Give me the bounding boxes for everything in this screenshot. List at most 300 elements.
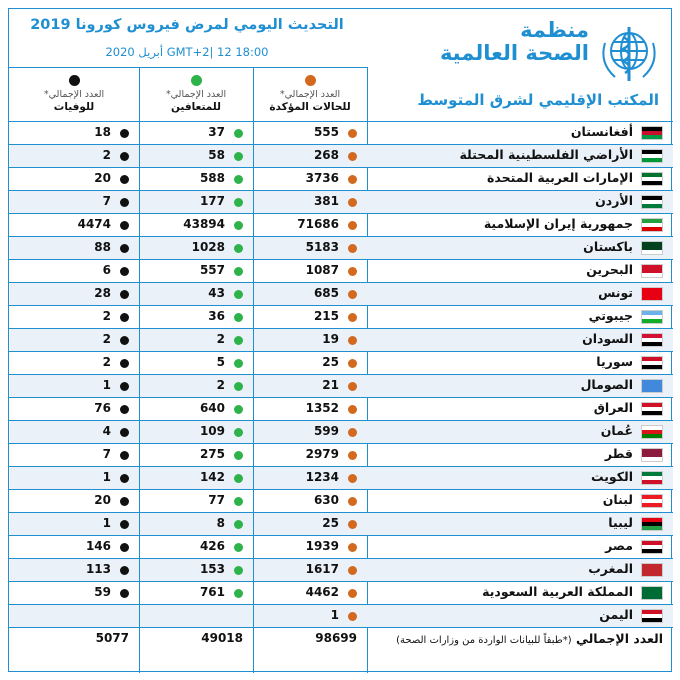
cases-value: 381	[313, 194, 339, 208]
country-name: المغرب	[588, 561, 633, 576]
country-name: الإمارات العربية المتحدة	[486, 170, 633, 185]
deaths-value: 2	[102, 355, 111, 369]
deaths-cell	[10, 191, 139, 213]
black-dot-icon	[120, 566, 129, 575]
recovered-value: 5	[216, 355, 225, 369]
total-recovered-cell	[140, 628, 253, 650]
table-row	[9, 168, 673, 191]
total-label-text: العدد الإجمالي	[571, 631, 663, 646]
orange-dot-icon	[348, 313, 357, 322]
recovered-cell	[140, 398, 253, 420]
country-cell	[367, 122, 673, 144]
recovered-cell	[140, 421, 253, 443]
green-dot-icon	[234, 589, 243, 598]
country-cell	[367, 375, 673, 397]
country-name: سوريا	[596, 354, 633, 369]
deaths-cell	[10, 237, 139, 259]
recovered-value: 761	[199, 585, 225, 599]
flag-icon	[641, 287, 663, 301]
green-dot-icon	[234, 198, 243, 207]
cases-cell	[254, 329, 367, 351]
deaths-cell	[10, 214, 139, 236]
flag-icon	[641, 264, 663, 278]
recovered-cell	[140, 329, 253, 351]
black-dot-icon	[120, 267, 129, 276]
cases-value: 25	[322, 516, 339, 530]
country-cell	[367, 559, 673, 581]
country-cell	[367, 306, 673, 328]
country-name: باكستان	[583, 239, 633, 254]
column-header-cases-line1: العدد الإجمالي*	[279, 89, 341, 100]
infographic-frame	[8, 8, 672, 672]
data-table	[9, 121, 673, 673]
deaths-cell	[10, 122, 139, 144]
orange-dot-icon	[348, 497, 357, 506]
black-dot-icon	[120, 497, 129, 506]
recovered-value: 1028	[191, 240, 225, 254]
deaths-cell	[10, 421, 139, 443]
black-dot-icon	[120, 198, 129, 207]
orange-dot-icon	[348, 382, 357, 391]
flag-icon	[641, 379, 663, 393]
cases-cell	[254, 260, 367, 282]
orange-dot-icon	[348, 152, 357, 161]
table-row	[9, 214, 673, 237]
country-cell	[367, 490, 673, 512]
cases-cell	[254, 444, 367, 466]
column-header-cases	[253, 75, 367, 121]
flag-icon	[641, 471, 663, 485]
deaths-cell	[10, 582, 139, 604]
deaths-cell	[10, 352, 139, 374]
country-name: الكويت	[590, 469, 633, 484]
recovered-cell	[140, 352, 253, 374]
country-name: السودان	[582, 331, 633, 346]
green-dot-icon	[234, 497, 243, 506]
recovered-value: 588	[199, 171, 225, 185]
table-row	[9, 605, 673, 628]
recovered-value: 2	[216, 332, 225, 346]
flag-icon	[641, 402, 663, 416]
org-region: المكتب الإقليمي لشرق المتوسط	[417, 91, 659, 109]
orange-dot-icon	[348, 129, 357, 138]
country-name: تونس	[598, 285, 633, 300]
total-note: (*طبقاً للبيانات الواردة من وزارات الصحة)	[396, 635, 572, 646]
country-cell	[367, 260, 673, 282]
recovered-cell	[140, 191, 253, 213]
recovered-value: 557	[199, 263, 225, 277]
table-row	[9, 306, 673, 329]
recovered-value: 2	[216, 378, 225, 392]
green-dot-icon	[234, 451, 243, 460]
country-cell	[367, 398, 673, 420]
country-name: الصومال	[580, 377, 633, 392]
column-header-deaths-line1: العدد الإجمالي*	[43, 89, 105, 100]
table-row	[9, 490, 673, 513]
deaths-value: 146	[85, 539, 111, 553]
org-name	[429, 19, 589, 65]
cases-value: 4462	[305, 585, 339, 599]
cases-cell	[254, 467, 367, 489]
cases-cell	[254, 145, 367, 167]
black-dot-icon	[120, 359, 129, 368]
flag-icon	[641, 517, 663, 531]
recovered-cell	[140, 513, 253, 535]
black-dot-icon	[120, 428, 129, 437]
deaths-value: 2	[102, 332, 111, 346]
deaths-value: 28	[94, 286, 111, 300]
cases-value: 1	[330, 608, 339, 622]
country-cell	[367, 582, 673, 604]
country-cell	[367, 421, 673, 443]
cases-cell	[254, 122, 367, 144]
cases-cell	[254, 191, 367, 213]
recovered-value: 109	[199, 424, 225, 438]
recovered-cell	[140, 168, 253, 190]
deaths-cell	[10, 398, 139, 420]
orange-dot-icon	[348, 428, 357, 437]
recovered-value: 37	[208, 125, 225, 139]
deaths-value: 88	[94, 240, 111, 254]
recovered-cell	[140, 536, 253, 558]
cases-cell	[254, 214, 367, 236]
total-label	[396, 631, 663, 646]
deaths-cell	[10, 605, 139, 627]
deaths-value: 113	[85, 562, 111, 576]
black-dot-icon	[120, 382, 129, 391]
black-dot-icon	[120, 313, 129, 322]
country-cell	[367, 352, 673, 374]
cases-cell	[254, 421, 367, 443]
deaths-value: 1	[102, 516, 111, 530]
table-row	[9, 283, 673, 306]
country-name: اليمن	[599, 607, 633, 622]
recovered-cell	[140, 375, 253, 397]
total-deaths-value: 5077	[95, 631, 129, 645]
orange-dot-icon	[348, 336, 357, 345]
green-dot-icon	[234, 175, 243, 184]
country-name: عُمان	[600, 423, 633, 438]
black-dot-icon	[120, 543, 129, 552]
recovered-value: 153	[199, 562, 225, 576]
total-deaths-cell	[10, 628, 139, 650]
table-row	[9, 398, 673, 421]
recovered-cell	[140, 145, 253, 167]
cases-value: 3736	[305, 171, 339, 185]
cases-cell	[254, 306, 367, 328]
country-name: الأراضي الفلسطينية المحتلة	[459, 147, 633, 162]
recovered-value: 43894	[183, 217, 225, 231]
orange-dot-icon	[348, 474, 357, 483]
country-cell	[367, 168, 673, 190]
table-row	[9, 329, 673, 352]
country-name: الأردن	[595, 193, 633, 208]
deaths-cell	[10, 444, 139, 466]
deaths-value: 2	[102, 309, 111, 323]
table-row	[9, 237, 673, 260]
country-name: ليبيا	[608, 515, 633, 530]
flag-icon	[641, 494, 663, 508]
table-row	[9, 513, 673, 536]
country-cell	[367, 283, 673, 305]
green-dot-icon	[234, 152, 243, 161]
recovered-value: 426	[199, 539, 225, 553]
green-dot-icon	[234, 244, 243, 253]
orange-dot-icon	[348, 405, 357, 414]
recovered-cell	[140, 490, 253, 512]
recovered-value: 177	[199, 194, 225, 208]
country-name: جمهورية إيران الإسلامية	[483, 216, 633, 231]
deaths-cell	[10, 467, 139, 489]
column-header-deaths-line2: للوفيات	[53, 101, 95, 113]
deaths-cell	[10, 168, 139, 190]
orange-dot-icon	[348, 290, 357, 299]
black-dot-icon	[120, 336, 129, 345]
column-header-recovered	[139, 75, 253, 121]
table-row	[9, 444, 673, 467]
total-recovered-value: 49018	[201, 631, 243, 645]
table-row	[9, 352, 673, 375]
recovered-value: 58	[208, 148, 225, 162]
black-dot-icon	[120, 175, 129, 184]
country-name: جيبوتي	[588, 308, 633, 323]
deaths-value: 4474	[77, 217, 111, 231]
cases-value: 630	[313, 493, 339, 507]
flag-icon	[641, 195, 663, 209]
table-row	[9, 122, 673, 145]
table-row	[9, 145, 673, 168]
who-emblem-icon	[595, 23, 663, 85]
orange-dot-icon	[348, 451, 357, 460]
flag-icon	[641, 172, 663, 186]
cases-value: 1939	[305, 539, 339, 553]
green-dot-icon	[234, 543, 243, 552]
flag-icon	[641, 586, 663, 600]
country-cell	[367, 191, 673, 213]
flag-icon	[641, 333, 663, 347]
country-cell	[367, 444, 673, 466]
country-name: لبنان	[602, 492, 633, 507]
orange-dot-icon	[348, 244, 357, 253]
black-dot-icon	[120, 244, 129, 253]
country-name: مصر	[605, 538, 633, 553]
green-dot-icon	[234, 405, 243, 414]
total-cases-cell	[254, 628, 367, 650]
cases-value: 5183	[305, 240, 339, 254]
recovered-cell	[140, 559, 253, 581]
recovered-value: 640	[199, 401, 225, 415]
country-cell	[367, 329, 673, 351]
green-dot-icon	[234, 221, 243, 230]
table-row	[9, 536, 673, 559]
black-dot-icon	[120, 451, 129, 460]
cases-cell	[254, 398, 367, 420]
cases-cell	[254, 536, 367, 558]
deaths-cell	[10, 306, 139, 328]
deaths-cell	[10, 375, 139, 397]
green-dot-icon	[234, 267, 243, 276]
total-label-cell	[367, 628, 673, 650]
black-dot-icon	[120, 152, 129, 161]
recovered-cell	[140, 260, 253, 282]
cases-value: 19	[322, 332, 339, 346]
cases-cell	[254, 513, 367, 535]
table-row	[9, 467, 673, 490]
cases-value: 1234	[305, 470, 339, 484]
deaths-cell	[10, 513, 139, 535]
orange-dot-icon	[348, 359, 357, 368]
cases-cell	[254, 582, 367, 604]
deaths-value: 7	[102, 194, 111, 208]
cases-value: 71686	[297, 217, 339, 231]
update-timestamp: 18:00 GMT+2| 12 أبريل 2020	[105, 45, 269, 59]
cases-cell	[254, 283, 367, 305]
deaths-cell	[10, 490, 139, 512]
country-cell	[367, 214, 673, 236]
green-dot-icon	[234, 382, 243, 391]
orange-dot-icon	[305, 75, 316, 86]
cases-cell	[254, 559, 367, 581]
deaths-value: 7	[102, 447, 111, 461]
cases-cell	[254, 375, 367, 397]
green-dot-icon	[234, 290, 243, 299]
cases-value: 685	[313, 286, 339, 300]
who-logo-block	[369, 9, 673, 121]
orange-dot-icon	[348, 543, 357, 552]
orange-dot-icon	[348, 520, 357, 529]
orange-dot-icon	[348, 267, 357, 276]
country-cell	[367, 237, 673, 259]
orange-dot-icon	[348, 612, 357, 621]
recovered-cell	[140, 283, 253, 305]
flag-icon	[641, 425, 663, 439]
flag-icon	[641, 310, 663, 324]
black-dot-icon	[120, 405, 129, 414]
org-name-line1: منظمة	[520, 18, 589, 42]
black-dot-icon	[69, 75, 80, 86]
country-name: البحرين	[586, 262, 633, 277]
green-dot-icon	[234, 474, 243, 483]
cases-value: 25	[322, 355, 339, 369]
table-row	[9, 559, 673, 582]
cases-cell	[254, 168, 367, 190]
recovered-cell	[140, 306, 253, 328]
deaths-cell	[10, 283, 139, 305]
deaths-cell	[10, 559, 139, 581]
cases-cell	[254, 237, 367, 259]
country-name: المملكة العربية السعودية	[482, 584, 633, 599]
deaths-value: 2	[102, 148, 111, 162]
total-cases-value: 98699	[315, 631, 357, 645]
green-dot-icon	[234, 566, 243, 575]
deaths-cell	[10, 329, 139, 351]
recovered-value: 275	[199, 447, 225, 461]
deaths-value: 18	[94, 125, 111, 139]
header	[9, 9, 673, 121]
deaths-value: 20	[94, 171, 111, 185]
orange-dot-icon	[348, 221, 357, 230]
column-header-recovered-line2: للمتعافين	[170, 101, 222, 113]
page-title: التحديث اليومي لمرض فيروس كورونا 2019	[30, 17, 344, 33]
cases-cell	[254, 490, 367, 512]
black-dot-icon	[120, 221, 129, 230]
green-dot-icon	[234, 336, 243, 345]
flag-icon	[641, 356, 663, 370]
flag-icon	[641, 149, 663, 163]
table-row	[9, 260, 673, 283]
recovered-cell	[140, 444, 253, 466]
flag-icon	[641, 126, 663, 140]
cases-value: 215	[313, 309, 339, 323]
country-name: قطر	[604, 446, 633, 461]
recovered-value: 36	[208, 309, 225, 323]
recovered-cell	[140, 605, 253, 627]
country-cell	[367, 605, 673, 627]
green-dot-icon	[234, 428, 243, 437]
black-dot-icon	[120, 474, 129, 483]
recovered-value: 77	[208, 493, 225, 507]
table-row	[9, 375, 673, 398]
flag-icon	[641, 218, 663, 232]
black-dot-icon	[120, 589, 129, 598]
cases-cell	[254, 352, 367, 374]
cases-value: 555	[313, 125, 339, 139]
header-divider	[9, 67, 367, 68]
recovered-cell	[140, 214, 253, 236]
cases-value: 268	[313, 148, 339, 162]
flag-icon	[641, 448, 663, 462]
cases-cell	[254, 605, 367, 627]
orange-dot-icon	[348, 175, 357, 184]
green-dot-icon	[234, 313, 243, 322]
total-row	[9, 628, 673, 651]
country-name: العراق	[593, 400, 633, 415]
deaths-cell	[10, 145, 139, 167]
table-row	[9, 582, 673, 605]
orange-dot-icon	[348, 198, 357, 207]
country-cell	[367, 467, 673, 489]
deaths-value: 76	[94, 401, 111, 415]
table-row	[9, 191, 673, 214]
deaths-cell	[10, 260, 139, 282]
recovered-cell	[140, 467, 253, 489]
country-cell	[367, 513, 673, 535]
cases-value: 2979	[305, 447, 339, 461]
recovered-cell	[140, 582, 253, 604]
country-cell	[367, 145, 673, 167]
org-name-line2: الصحة العالمية	[439, 41, 589, 65]
column-header-deaths	[9, 75, 139, 121]
green-dot-icon	[234, 359, 243, 368]
cases-value: 1087	[305, 263, 339, 277]
orange-dot-icon	[348, 589, 357, 598]
green-dot-icon	[191, 75, 202, 86]
recovered-value: 43	[208, 286, 225, 300]
black-dot-icon	[120, 129, 129, 138]
deaths-cell	[10, 536, 139, 558]
green-dot-icon	[234, 520, 243, 529]
recovered-value: 8	[216, 516, 225, 530]
deaths-value: 59	[94, 585, 111, 599]
deaths-value: 20	[94, 493, 111, 507]
orange-dot-icon	[348, 566, 357, 575]
cases-value: 1352	[305, 401, 339, 415]
deaths-value: 6	[102, 263, 111, 277]
flag-icon	[641, 241, 663, 255]
flag-icon	[641, 609, 663, 623]
deaths-value: 4	[102, 424, 111, 438]
cases-value: 1617	[305, 562, 339, 576]
